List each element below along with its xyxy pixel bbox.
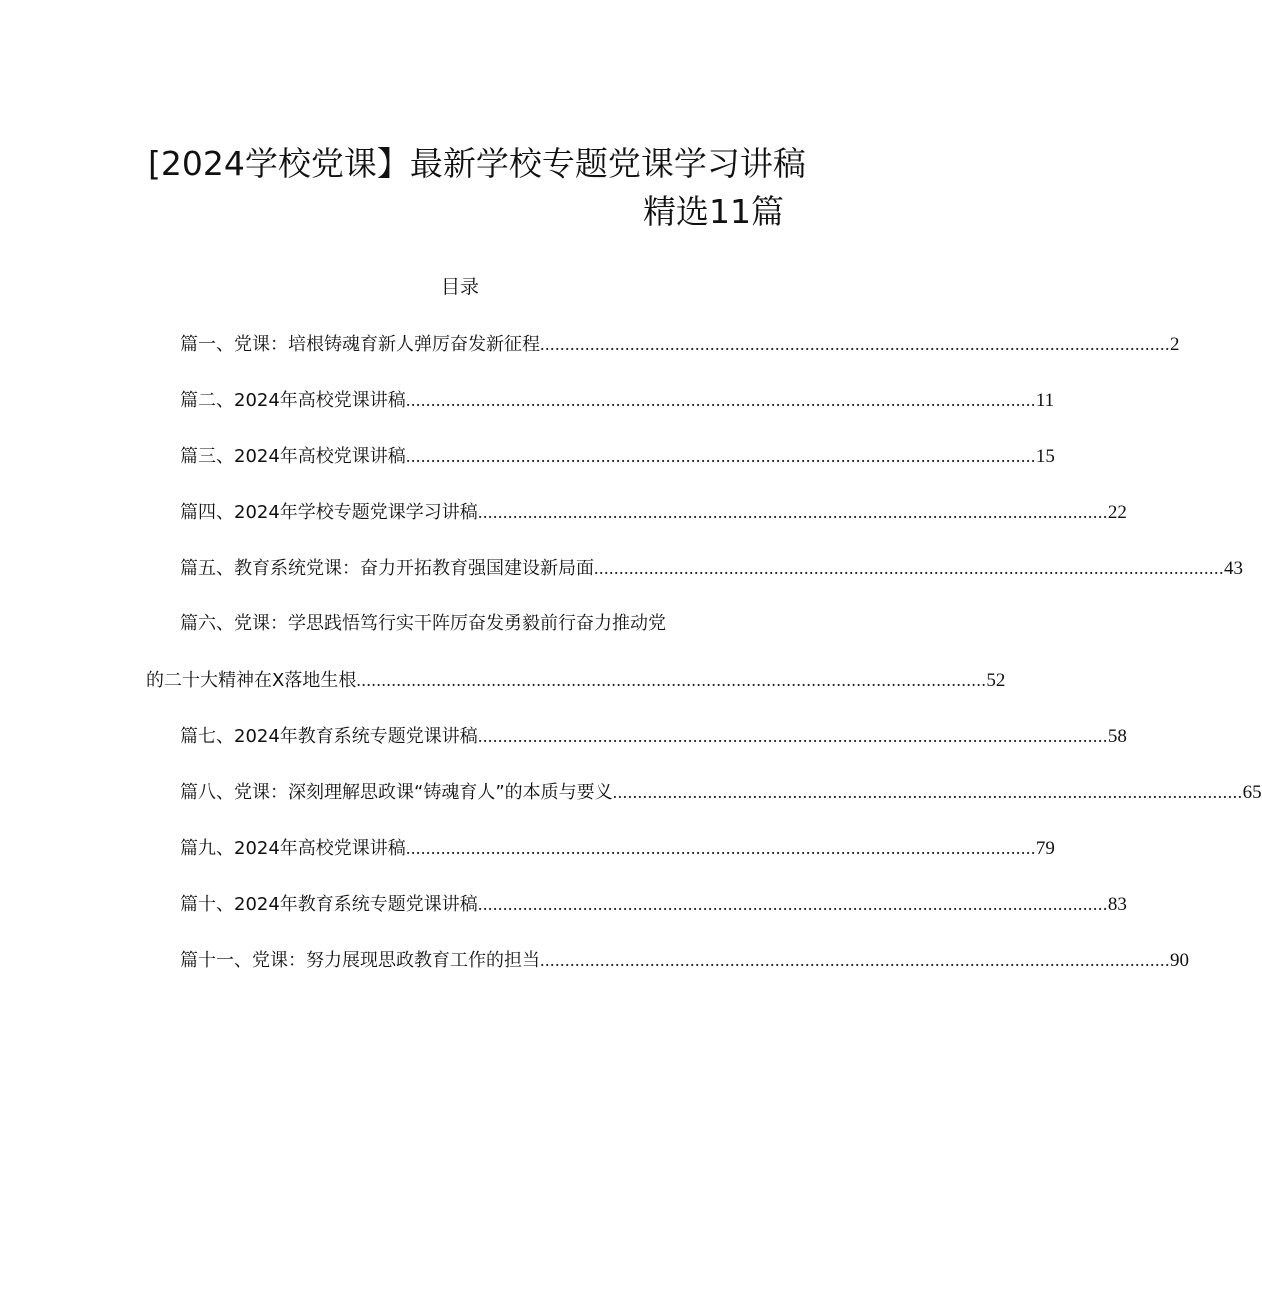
toc-dot-leader: .............................................................................................................................. [477,502,1108,522]
toc-entry-3[interactable] [180,442,1055,470]
toc-entry-label: 篇八、党课：深刻理解思政课“铸魂育人”的本质与要义 [180,782,613,803]
toc-entry-label: 篇五、教育系统党课：奋力开拓教育强国建设新局面 [180,558,594,579]
toc-entry-7[interactable] [180,722,1127,750]
toc-entry-label-continued: 的二十大精神在X落地生根 [146,670,357,691]
toc-page-number: 22 [1107,502,1127,523]
toc-entry-11[interactable] [180,946,1189,974]
toc-page-number: 58 [1107,726,1127,747]
toc-page-number: 2 [1170,334,1180,355]
toc-entry-label: 篇十、2024年教育系统专题党课讲稿 [180,894,478,915]
toc-entry-1[interactable] [180,330,1180,358]
toc-entry-label: 篇九、2024年高校党课讲稿 [180,838,406,859]
toc-entry-8[interactable] [180,778,1262,806]
toc-page-number: 11 [1035,390,1055,411]
toc-entry-label: 篇二、2024年高校党课讲稿 [180,390,406,411]
toc-entry-6[interactable] [180,610,740,638]
toc-dot-leader: .............................................................................................................................. [540,334,1170,354]
toc-entry-label: 篇四、2024年学校专题党课学习讲稿 [180,502,478,523]
toc-entry-label: 篇七、2024年教育系统专题党课讲稿 [180,726,478,747]
toc-dot-leader: .............................................................................................................................. [477,726,1108,746]
toc-entry-10[interactable] [180,890,1127,918]
toc-entry-5[interactable] [180,554,1243,582]
document-title-line-1: [2024学校党课】最新学校专题党课学习讲稿 [148,144,806,183]
toc-page-number: 65 [1242,782,1262,803]
toc-entry-label: 篇一、党课：培根铸魂育新人弹厉奋发新征程 [180,334,540,355]
toc-entry-label: 篇十一、党课：努力展现思政教育工作的担当 [180,950,540,971]
toc-heading: 目录 [440,276,479,298]
toc-page-number: 43 [1224,558,1243,579]
toc-dot-leader: .............................................................................................................................. [356,670,987,690]
toc-dot-leader: .............................................................................................................................. [405,446,1036,466]
toc-dot-leader: .............................................................................................................................. [594,558,1224,578]
toc-page-number: 83 [1107,894,1127,915]
toc-page-number: 79 [1035,838,1055,859]
toc-dot-leader: .............................................................................................................................. [540,950,1170,970]
toc-page-number: 15 [1035,446,1055,467]
toc-entry-2[interactable] [180,386,1055,414]
toc-entry-4[interactable] [180,498,1127,526]
toc-dot-leader: .............................................................................................................................. [477,894,1108,914]
document-title-line-2: 精选11篇 [643,192,784,231]
toc-dot-leader: .............................................................................................................................. [405,390,1036,410]
toc-dot-leader: .............................................................................................................................. [612,782,1243,802]
toc-page-number: 52 [986,670,1006,691]
toc-page-number: 90 [1170,950,1189,971]
toc-dot-leader: .............................................................................................................................. [405,838,1036,858]
toc-entry-6-continued[interactable] [146,666,1006,694]
toc-entry-label: 篇三、2024年高校党课讲稿 [180,446,406,467]
toc-entry-9[interactable] [180,834,1055,862]
toc-entry-label: 篇六、党课：学思践悟笃行实干阵厉奋发勇毅前行奋力推动党 [180,613,666,634]
